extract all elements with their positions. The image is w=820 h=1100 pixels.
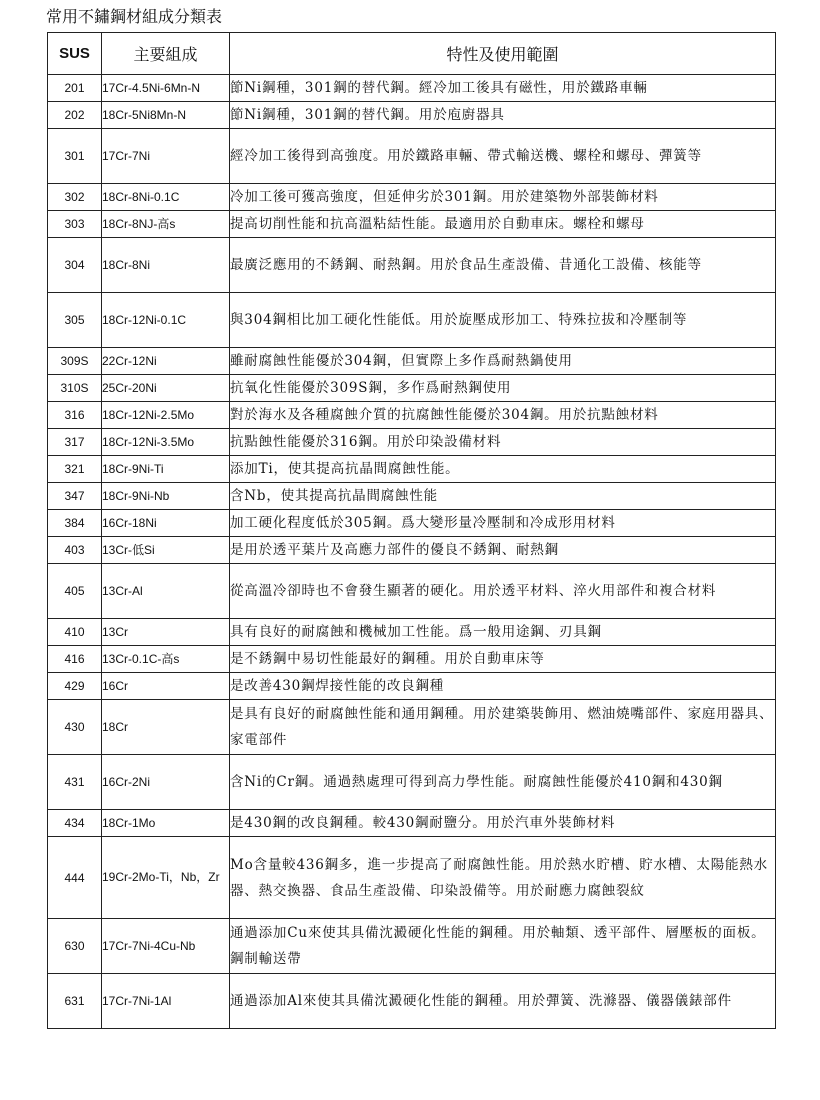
sus-grade-cell: 305 — [48, 293, 102, 348]
table-row — [48, 211, 776, 238]
properties-cell: 對於海水及各種腐蝕介質的抗腐蝕性能優於304鋼。用於抗點蝕材料 — [230, 402, 776, 429]
composition-cell: 18Cr-8Ni-0.1C — [102, 184, 230, 211]
sus-grade-cell: 403 — [48, 537, 102, 564]
header-properties: 特性及使用範圍 — [230, 33, 776, 75]
header-composition: 主要組成 — [102, 33, 230, 75]
composition-cell: 18Cr-5Ni8Mn-N — [102, 102, 230, 129]
properties-cell: Mo含量較436鋼多，進一步提高了耐腐蝕性能。用於熱水貯槽、貯水槽、太陽能熱水器、熱交換器、食品生產設備、印染設備等。用於耐應力腐蝕裂紋 — [230, 837, 776, 919]
sus-grade-cell: 631 — [48, 974, 102, 1029]
sus-grade-cell: 317 — [48, 429, 102, 456]
table-row — [48, 619, 776, 646]
sus-grade-cell: 309S — [48, 348, 102, 375]
page-title: 常用不鏽鋼材組成分類表 — [46, 7, 223, 26]
table-body — [48, 75, 776, 1029]
table-row — [48, 537, 776, 564]
composition-cell: 18Cr-12Ni-3.5Mo — [102, 429, 230, 456]
sus-grade-cell: 302 — [48, 184, 102, 211]
sus-grade-cell: 321 — [48, 456, 102, 483]
table-row — [48, 673, 776, 700]
properties-cell: 通過添加Al來使其具備沈澱硬化性能的鋼種。用於彈簧、洗滌器、儀器儀錶部件 — [230, 974, 776, 1029]
sus-grade-cell: 304 — [48, 238, 102, 293]
composition-cell: 13Cr-Al — [102, 564, 230, 619]
table-row — [48, 129, 776, 184]
sus-grade-cell: 303 — [48, 211, 102, 238]
composition-cell: 17Cr-7Ni — [102, 129, 230, 184]
composition-cell: 18Cr-12Ni-0.1C — [102, 293, 230, 348]
sus-grade-cell: 429 — [48, 673, 102, 700]
properties-cell: 加工硬化程度低於305鋼。爲大變形量冷壓制和冷成形用材料 — [230, 510, 776, 537]
table-row — [48, 483, 776, 510]
properties-cell: 冷加工後可獲高強度，但延伸劣於301鋼。用於建築物外部裝飾材料 — [230, 184, 776, 211]
sus-grade-cell: 430 — [48, 700, 102, 755]
table-row — [48, 646, 776, 673]
properties-cell: 節Ni鋼種，301鋼的替代鋼。經冷加工後具有磁性，用於鐵路車輛 — [230, 75, 776, 102]
table-row — [48, 184, 776, 211]
sus-grade-cell: 630 — [48, 919, 102, 974]
properties-cell: 從高溫冷卻時也不會發生顯著的硬化。用於透平材料、淬火用部件和複合材料 — [230, 564, 776, 619]
properties-cell: 雖耐腐蝕性能優於304鋼，但實際上多作爲耐熱鍋使用 — [230, 348, 776, 375]
sus-grade-cell: 347 — [48, 483, 102, 510]
properties-cell: 是用於透平葉片及高應力部件的優良不銹鋼、耐熱鋼 — [230, 537, 776, 564]
composition-cell: 18Cr-12Ni-2.5Mo — [102, 402, 230, 429]
sus-grade-cell: 444 — [48, 837, 102, 919]
sus-grade-cell: 310S — [48, 375, 102, 402]
sus-grade-cell: 201 — [48, 75, 102, 102]
sus-grade-cell: 301 — [48, 129, 102, 184]
composition-cell: 25Cr-20Ni — [102, 375, 230, 402]
composition-cell: 18Cr-9Ni-Nb — [102, 483, 230, 510]
table-row — [48, 755, 776, 810]
table-row — [48, 293, 776, 348]
properties-cell: 是430鋼的改良鋼種。較430鋼耐鹽分。用於汽車外裝飾材料 — [230, 810, 776, 837]
properties-cell: 是具有良好的耐腐蝕性能和通用鋼種。用於建築裝飾用、燃油燒嘴部件、家庭用器具、家電部件 — [230, 700, 776, 755]
properties-cell: 提高切削性能和抗高溫粘結性能。最適用於自動車床。螺栓和螺母 — [230, 211, 776, 238]
table-row — [48, 102, 776, 129]
properties-cell: 抗氧化性能優於309S鋼，多作爲耐熱鋼使用 — [230, 375, 776, 402]
table-row — [48, 238, 776, 293]
sus-grade-cell: 434 — [48, 810, 102, 837]
sus-grade-cell: 316 — [48, 402, 102, 429]
sus-grade-cell: 405 — [48, 564, 102, 619]
table-row — [48, 564, 776, 619]
table-row — [48, 375, 776, 402]
composition-cell: 17Cr-7Ni-1Al — [102, 974, 230, 1029]
sus-grade-cell: 416 — [48, 646, 102, 673]
properties-cell: 抗點蝕性能優於316鋼。用於印染設備材料 — [230, 429, 776, 456]
properties-cell: 含Ni的Cr鋼。通過熱處理可得到高力學性能。耐腐蝕性能優於410鋼和430鋼 — [230, 755, 776, 810]
composition-cell: 16Cr-18Ni — [102, 510, 230, 537]
properties-cell: 是不銹鋼中易切性能最好的鋼種。用於自動車床等 — [230, 646, 776, 673]
properties-cell: 具有良好的耐腐蝕和機械加工性能。爲一般用途鋼、刃具鋼 — [230, 619, 776, 646]
header-sus: SUS — [48, 33, 102, 75]
sus-grade-cell: 384 — [48, 510, 102, 537]
table-header-row — [48, 33, 776, 75]
table-row — [48, 810, 776, 837]
table-row — [48, 75, 776, 102]
composition-cell: 13Cr — [102, 619, 230, 646]
composition-cell: 17Cr-4.5Ni-6Mn-N — [102, 75, 230, 102]
sus-grade-cell: 431 — [48, 755, 102, 810]
composition-cell: 13Cr-低Si — [102, 537, 230, 564]
properties-cell: 節Ni鋼種，301鋼的替代鋼。用於庖廚器具 — [230, 102, 776, 129]
table-row — [48, 456, 776, 483]
composition-cell: 19Cr-2Mo-Ti，Nb，Zr — [102, 837, 230, 919]
composition-cell: 18Cr-8Ni — [102, 238, 230, 293]
composition-cell: 18Cr — [102, 700, 230, 755]
composition-cell: 18Cr-1Mo — [102, 810, 230, 837]
table-row — [48, 429, 776, 456]
composition-cell: 13Cr-0.1C-高s — [102, 646, 230, 673]
table-row — [48, 700, 776, 755]
composition-cell: 18Cr-8NJ-高s — [102, 211, 230, 238]
composition-cell: 17Cr-7Ni-4Cu-Nb — [102, 919, 230, 974]
sus-grade-cell: 410 — [48, 619, 102, 646]
composition-cell: 16Cr-2Ni — [102, 755, 230, 810]
composition-cell: 18Cr-9Ni-Ti — [102, 456, 230, 483]
composition-cell: 16Cr — [102, 673, 230, 700]
properties-cell: 與304鋼相比加工硬化性能低。用於旋壓成形加工、特殊拉拔和冷壓制等 — [230, 293, 776, 348]
table-row — [48, 919, 776, 974]
properties-cell: 含Nb，使其提高抗晶間腐蝕性能 — [230, 483, 776, 510]
properties-cell: 經冷加工後得到高強度。用於鐵路車輛、帶式輸送機、螺栓和螺母、彈簧等 — [230, 129, 776, 184]
table-row — [48, 974, 776, 1029]
composition-cell: 22Cr-12Ni — [102, 348, 230, 375]
table-row — [48, 402, 776, 429]
sus-grade-cell: 202 — [48, 102, 102, 129]
properties-cell: 通過添加Cu來使其具備沈澱硬化性能的鋼種。用於軸類、透平部件、層壓板的面板。鋼制輸送帶 — [230, 919, 776, 974]
table-row — [48, 510, 776, 537]
properties-cell: 添加Ti，使其提高抗晶間腐蝕性能。 — [230, 456, 776, 483]
properties-cell: 是改善430鋼焊接性能的改良鋼種 — [230, 673, 776, 700]
properties-cell: 最廣泛應用的不銹鋼、耐熱鋼。用於食品生產設備、昔通化工設備、核能等 — [230, 238, 776, 293]
table-row — [48, 348, 776, 375]
table-row — [48, 837, 776, 919]
steel-composition-table — [47, 32, 776, 1029]
